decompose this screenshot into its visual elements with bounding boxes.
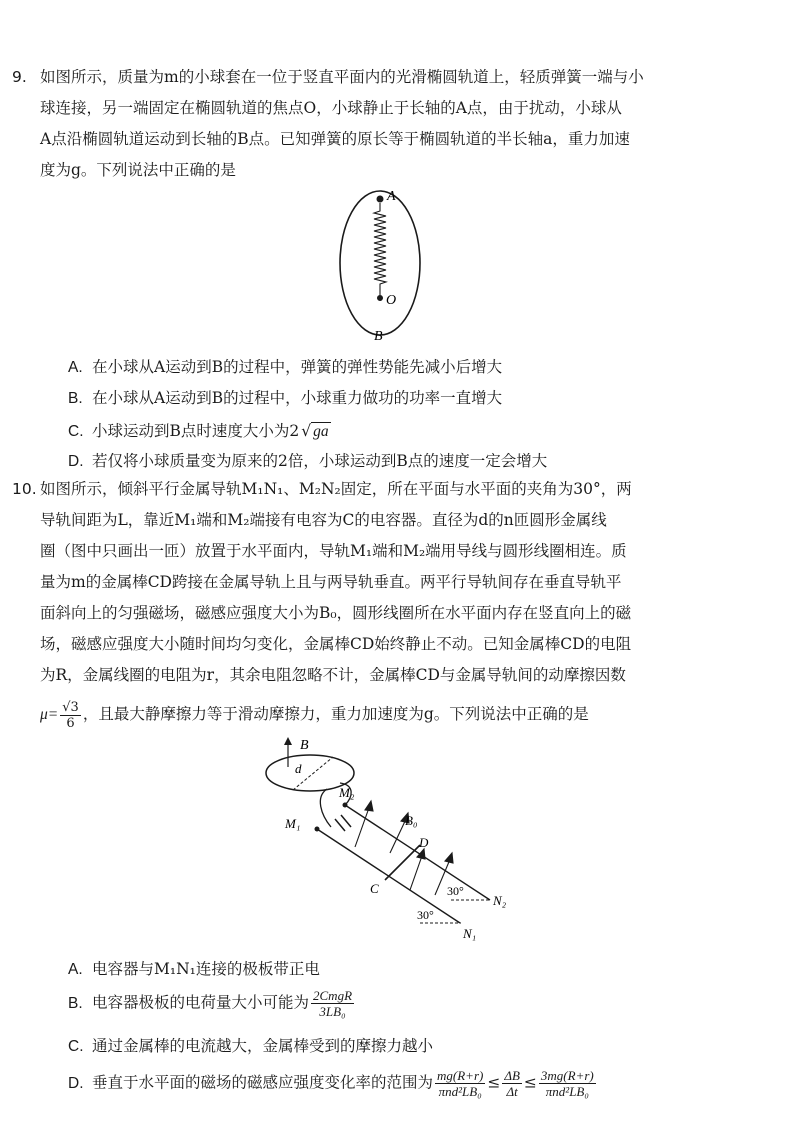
rate-expression (502, 1068, 522, 1099)
frac-denominator: 6 (66, 715, 75, 731)
label-m2: M₂ (339, 785, 355, 800)
option-label: C. (68, 1038, 84, 1055)
stem-line: 如图所示，质量为m的小球套在一位于竖直平面内的光滑椭圆轨道上，轻质弹簧一端与小 (40, 68, 644, 86)
stem-line: 圈（图中只画出一匝）放置于水平面内，导轨M₁端和M₂端用导线与圆形线圈相连。质 (40, 542, 627, 560)
sqrt-expression: ga (313, 423, 329, 440)
option-9d[interactable] (68, 450, 547, 473)
mu-symbol: μ= (40, 706, 59, 723)
option-9a[interactable] (68, 356, 502, 379)
rate-lower-bound (435, 1068, 485, 1099)
angle-label: 30° (417, 908, 434, 922)
option-label: B. (68, 994, 83, 1012)
label-a: A (387, 189, 396, 204)
stem-line: 度为g。下列说法中正确的是 (40, 161, 236, 179)
wire-lower (320, 789, 331, 827)
stem-line: 场，磁感应强度大小随时间均匀变化，金属棒CD始终静止不动。已知金属棒CD的电阻 (40, 635, 632, 653)
angle-label: 30° (447, 884, 464, 898)
spring (374, 203, 386, 297)
option-text: 通过金属棒的电流越大，金属棒受到的摩擦力越小 (92, 1037, 434, 1055)
option-label: A. (68, 961, 83, 978)
arrow-head (284, 737, 292, 745)
option-text: 在小球从A运动到B的过程中，小球重力做功的功率一直增大 (92, 389, 503, 407)
ellipse-spring-figure (330, 185, 440, 345)
question-9-stem (12, 62, 750, 186)
option-10d[interactable] (68, 1068, 598, 1099)
capacitor-plate (341, 815, 351, 827)
stem-line: 为R，金属线圈的电阻为r，其余电阻忽略不计，金属棒CD与金属导轨间的动摩擦因数 (40, 666, 626, 684)
sqrt-sign: √ (301, 422, 312, 440)
option-text: 小球运动到B点时速度大小为2 (92, 422, 300, 440)
question-number: 9. (12, 68, 27, 86)
focus-point (377, 295, 383, 301)
label-m1: M₁ (285, 816, 301, 831)
frac-numerator: 2CmgR (313, 988, 353, 1003)
option-text: 若仅将小球质量变为原来的2倍，小球运动到B点的速度一定会增大 (92, 452, 548, 470)
frac-numerator: 3mg(R+r) (540, 1068, 594, 1083)
label-d-point: D (419, 835, 429, 850)
question-10-stem (12, 474, 750, 731)
option-label: C. (68, 423, 84, 440)
option-label: D. (68, 1074, 84, 1092)
charge-fraction (311, 988, 354, 1019)
frac-denominator: 3LB₀ (319, 1004, 346, 1019)
ball-a (377, 196, 384, 203)
frac-numerator: mg(R+r) (437, 1068, 484, 1083)
option-label: B. (68, 390, 83, 407)
label-d: d (295, 761, 302, 776)
option-10a[interactable] (68, 958, 320, 981)
capacitor-plate (335, 819, 345, 831)
label-o: O (386, 293, 397, 308)
frac-numerator: ΔB (504, 1068, 520, 1083)
stem-line: 如图所示，倾斜平行金属导轨M₁N₁、M₂N₂固定，所在平面与水平面的夹角为30°，两 (40, 480, 632, 498)
question-number: 10. (12, 480, 37, 498)
relation-sign: ≤ (523, 1073, 537, 1092)
option-text: 垂直于水平面的磁场的磁感应强度变化率的范围为 (92, 1073, 434, 1092)
terminal-m2 (343, 803, 348, 808)
label-c: C (370, 881, 379, 896)
option-10c[interactable] (68, 1035, 433, 1058)
option-text: 在小球从A运动到B的过程中，弹簧的弹性势能先减小后增大 (92, 358, 503, 376)
label-b: B (300, 738, 309, 753)
label-n1: N₁ (463, 926, 477, 941)
option-text: 电容器与M₁N₁连接的极板带正电 (92, 960, 320, 978)
question-10 (0, 474, 800, 731)
metal-bar-cd (385, 845, 420, 880)
stem-line: 导轨间距为L，靠近M₁端和M₂端接有电容为C的电容器。直径为d的n匝圆形金属线 (40, 511, 607, 529)
label-b: B (374, 329, 383, 344)
option-text: 电容器极板的电荷量大小可能为 (92, 993, 310, 1012)
stem-line: ，且最大静摩擦力等于滑动摩擦力，重力加速度为g。下列说法中正确的是 (82, 705, 589, 723)
stem-line: 量为m的金属棒CD跨接在金属导轨上且与两导轨垂直。两平行导轨间存在垂直导轨平 (40, 573, 622, 591)
option-10b[interactable] (68, 988, 356, 1019)
option-label: A. (68, 359, 83, 376)
rate-upper-bound (539, 1068, 596, 1099)
inclined-rails-figure (255, 735, 525, 945)
frac-numerator: √3 (62, 699, 79, 715)
relation-sign: ≤ (487, 1073, 501, 1092)
option-label: D. (68, 453, 84, 470)
label-n2: N₂ (493, 893, 507, 908)
option-9b[interactable] (68, 387, 502, 410)
terminal-m1 (315, 827, 320, 832)
rail-m2n2 (345, 805, 490, 900)
stem-line: 球连接，另一端固定在椭圆轨道的焦点O，小球静止于长轴的A点，由于扰动，小球从 (40, 99, 622, 117)
mu-fraction (60, 700, 81, 731)
question-9 (0, 62, 800, 186)
frac-denominator: Δt (506, 1084, 518, 1099)
frac-denominator: πnd²LB₀ (438, 1084, 482, 1099)
stem-line: A点沿椭圆轨道运动到长轴的B点。已知弹簧的原长等于椭圆轨道的半长轴a，重力加速 (40, 130, 630, 148)
label-b0: B₀ (405, 813, 418, 828)
option-9c[interactable] (68, 420, 331, 443)
frac-denominator: πnd²LB₀ (545, 1084, 589, 1099)
stem-line: 面斜向上的匀强磁场，磁感应强度大小为B₀，圆形线圈所在水平面内存在竖直向上的磁 (40, 604, 632, 622)
